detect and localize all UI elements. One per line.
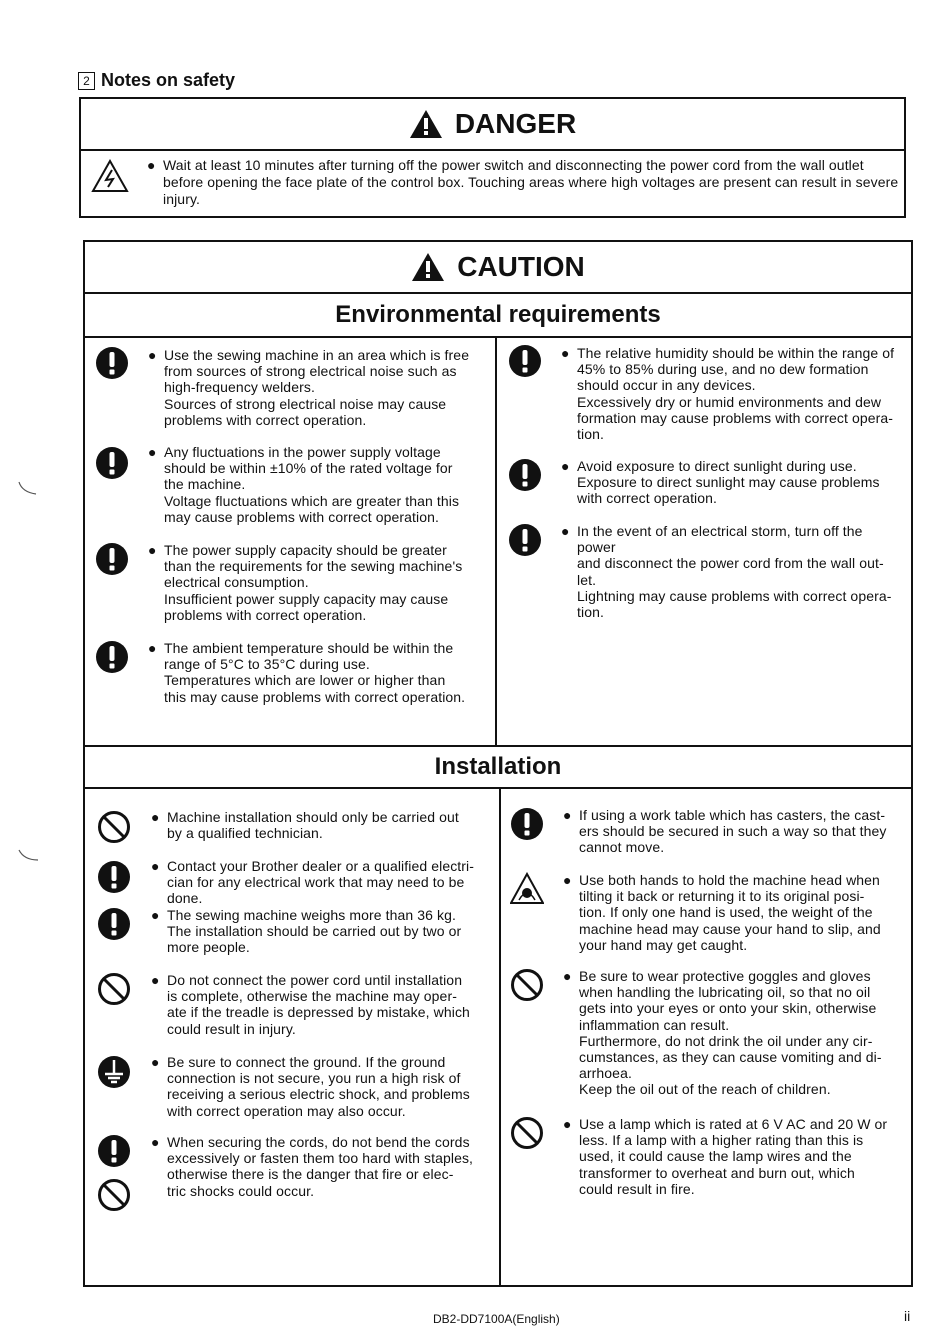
page-number: ii [904, 1308, 911, 1324]
text-line: range of 5°C to 35°C during use. [164, 656, 370, 673]
danger-heading [81, 99, 904, 151]
document-code: DB2-DD7100A(English) [433, 1312, 560, 1326]
text-line: this may cause problems with correct operation. [164, 688, 466, 705]
section-title: Notes on safety [101, 70, 236, 90]
text-line: receiving a serious electric shock, and problems [167, 1086, 470, 1103]
item-text [167, 907, 491, 956]
item-icon [508, 344, 542, 383]
danger-text: Wait at least 10 minutes after turning off the power switch and disconnecting the power cord from the wall outlet before opening the face plate of the control box. Touching areas where high voltages are present can result in severe injury. [163, 157, 899, 207]
column-divider [499, 787, 501, 1287]
ground-icon [97, 1055, 131, 1089]
prohibited-icon [97, 972, 131, 1006]
bullet: ● [563, 807, 572, 823]
caution-heading [85, 242, 911, 294]
item-icon [95, 446, 129, 485]
item-text [577, 345, 901, 442]
text-line: Avoid exposure to direct sunlight during use. [577, 458, 857, 474]
bullet: ● [151, 1054, 160, 1070]
text-line: by a qualified technician. [167, 825, 323, 842]
text-line: should occur in any devices. [577, 377, 756, 394]
text-line: tion. [577, 426, 604, 443]
text-line: Use a lamp which is rated at 6 V AC and 20 W or [579, 1116, 888, 1132]
binding-mark [16, 846, 42, 866]
text-line: Any fluctuations in the power supply voltage [164, 444, 441, 460]
mandatory-icon [95, 542, 129, 576]
text-line: Use both hands to hold the machine head when [579, 872, 880, 888]
text-line: than the requirements for the sewing machine's [164, 558, 463, 575]
text-line: arrhoea. [579, 1065, 632, 1082]
mandatory-icon [510, 807, 544, 841]
text-line: high-frequency welders. [164, 379, 315, 396]
text-line: Contact your Brother dealer or a qualified electri- [167, 858, 475, 874]
text-line: problems with correct operation. [164, 606, 367, 623]
item-text [579, 1116, 903, 1197]
text-line: electrical consumption. [164, 574, 309, 591]
text-line: with correct operation. [577, 490, 718, 507]
item-text [167, 1054, 491, 1119]
mandatory-icon [508, 458, 542, 492]
item-icon [510, 807, 544, 846]
text-line: from sources of strong electrical noise such as [164, 363, 457, 380]
item-text [577, 523, 901, 620]
text-line: otherwise there is the danger that fire or elec- [167, 1166, 454, 1183]
text-line: when handling the lubricating oil, so that no oil [579, 984, 871, 1001]
bullet: ● [148, 444, 157, 460]
item-text [164, 640, 488, 705]
item-icon [95, 640, 129, 679]
danger-title: DANGER [454, 108, 577, 139]
column-divider [495, 336, 497, 745]
item-text [167, 1134, 491, 1199]
text-line: cumstances, as they can cause vomiting and di- [579, 1049, 882, 1066]
text-line: Voltage fluctuations which are greater than this [164, 492, 460, 509]
item-icon [97, 1178, 131, 1217]
mandatory-icon [508, 523, 542, 557]
text-line: with correct operation may also occur. [167, 1102, 406, 1119]
text-line: formation may cause problems with correct opera- [577, 409, 894, 426]
text-line: Be sure to wear protective goggles and gloves [579, 968, 871, 984]
item-icon [95, 542, 129, 581]
text-line: is complete, otherwise the machine may oper- [167, 988, 457, 1005]
text-line: the machine. [164, 476, 246, 493]
text-line: could result in injury. [167, 1020, 296, 1037]
item-text [164, 347, 488, 428]
electric-shock-warning-icon [91, 159, 129, 193]
text-line: Sources of strong electrical noise may cause [164, 395, 447, 412]
item-icon [97, 1134, 131, 1173]
text-line: should be within ±10% of the rated voltage for [164, 460, 453, 477]
bullet: ● [561, 345, 570, 361]
text-line: Keep the oil out of the reach of children. [579, 1081, 831, 1098]
mandatory-icon [97, 860, 131, 894]
text-line: In the event of an electrical storm, turn off the power [577, 523, 863, 556]
bullet: ● [563, 1116, 572, 1132]
text-line: Do not connect the power cord until installation [167, 972, 463, 988]
text-line: Use the sewing machine in an area which is free [164, 347, 470, 363]
environmental-heading: Environmental requirements [85, 294, 911, 338]
text-line: If using a work table which has casters, the cast- [579, 807, 886, 823]
text-line: your hand may get caught. [579, 936, 748, 953]
text-line: cannot move. [579, 839, 665, 856]
mandatory-icon [95, 640, 129, 674]
prohibited-icon [97, 1178, 131, 1212]
section-number: 2 [78, 72, 95, 90]
item-text [167, 972, 491, 1037]
item-icon [97, 860, 131, 899]
text-line: Machine installation should only be carried out [167, 809, 459, 825]
text-line: Temperatures which are lower or higher than [164, 672, 446, 689]
item-icon [95, 346, 129, 385]
item-icon [508, 523, 542, 562]
bullet: ● [561, 523, 570, 539]
prohibited-icon [97, 810, 131, 844]
bullet: ● [151, 858, 160, 874]
item-text [579, 872, 903, 953]
text-line: ate if the treadle is depressed by mistake, which [167, 1004, 470, 1021]
text-line: more people. [167, 939, 250, 956]
text-line: Furthermore, do not drink the oil under any cir- [579, 1032, 873, 1049]
item-text [579, 807, 903, 856]
bullet: ● [151, 972, 160, 988]
text-line: tion. [577, 604, 604, 621]
mandatory-icon [508, 344, 542, 378]
bullet: ● [151, 907, 160, 923]
bullet: ● [563, 872, 572, 888]
caution-triangle-icon [510, 872, 544, 906]
text-line: less. If a lamp with a higher rating than this is [579, 1132, 864, 1149]
item-text [579, 968, 903, 1098]
text-line: Exposure to direct sunlight may cause problems [577, 474, 880, 491]
text-line: problems with correct operation. [164, 411, 367, 428]
text-line: The installation should be carried out by two or [167, 923, 462, 940]
mandatory-icon [95, 446, 129, 480]
text-line: The ambient temperature should be within the [164, 640, 454, 656]
mandatory-icon [97, 1134, 131, 1168]
item-text [164, 444, 488, 525]
prohibited-icon [510, 968, 544, 1002]
bullet: ● [148, 640, 157, 656]
text-line: could result in fire. [579, 1180, 695, 1197]
section-heading [78, 70, 235, 91]
text-line: tilting it back or returning it to its original posi- [579, 888, 865, 905]
text-line: connection is not secure, you run a high risk of [167, 1070, 461, 1087]
text-line: Lightning may cause problems with correct opera- [577, 587, 892, 604]
text-line: and disconnect the power cord from the wall out- [577, 555, 884, 572]
bullet: ● [148, 347, 157, 363]
text-line: used, it could cause the lamp wires and the [579, 1148, 852, 1165]
text-line: may cause problems with correct operation. [164, 508, 439, 525]
bullet: ● [151, 1134, 160, 1150]
text-line: The power supply capacity should be greater [164, 542, 447, 558]
text-line: Be sure to connect the ground. If the ground [167, 1054, 446, 1070]
text-line: cian for any electrical work that may need to be done. [167, 874, 465, 907]
item-icon [510, 968, 544, 1007]
warning-triangle-icon [411, 252, 445, 282]
text-line: Insufficient power supply capacity may cause [164, 590, 449, 607]
item-text [167, 809, 491, 841]
prohibited-icon [510, 1116, 544, 1150]
text-line: excessively or fasten them too hard with staples, [167, 1150, 474, 1167]
text-line: inflammation can result. [579, 1016, 730, 1033]
item-icon [510, 1116, 544, 1155]
text-line: transformer to overheat and burn out, which [579, 1164, 855, 1181]
text-line: gets into your eyes or onto your skin, otherwise [579, 1000, 877, 1017]
bullet: ● [148, 542, 157, 558]
text-line: The sewing machine weighs more than 36 kg. [167, 907, 457, 923]
binding-mark [16, 478, 40, 498]
bullet: ● [563, 968, 572, 984]
item-icon [97, 907, 131, 946]
text-line: The relative humidity should be within the range of [577, 345, 895, 361]
text-line: tion. If only one hand is used, the weight of the [579, 904, 873, 921]
mandatory-icon [95, 346, 129, 380]
item-icon [510, 872, 544, 911]
item-icon [97, 1055, 131, 1094]
installation-heading: Installation [85, 745, 911, 789]
text-line: machine head may cause your hand to slip, and [579, 920, 881, 937]
item-text [577, 458, 901, 507]
warning-triangle-icon [409, 109, 443, 139]
item-text [167, 858, 491, 907]
mandatory-icon [97, 907, 131, 941]
bullet: ● [151, 809, 160, 825]
text-line: ers should be secured in such a way so that they [579, 823, 887, 840]
danger-box: DANGER ● Wait at least 10 minutes after turning off the power switch and disconnecting the power cord from the wall outlet before opening the face plate of the control box. Touching areas where high voltages are present can result in severe injury. [79, 97, 906, 218]
text-line: let. [577, 571, 597, 588]
text-line: Excessively dry or humid environments and dew [577, 393, 882, 410]
caution-title: CAUTION [457, 251, 585, 282]
text-line: 45% to 85% during use, and no dew formation [577, 361, 869, 378]
item-text [164, 542, 488, 623]
bullet: ● [561, 458, 570, 474]
text-line: When securing the cords, do not bend the cords [167, 1134, 470, 1150]
text-line: tric shocks could occur. [167, 1182, 315, 1199]
item-icon [508, 458, 542, 497]
item-icon [97, 810, 131, 849]
item-icon [97, 972, 131, 1011]
